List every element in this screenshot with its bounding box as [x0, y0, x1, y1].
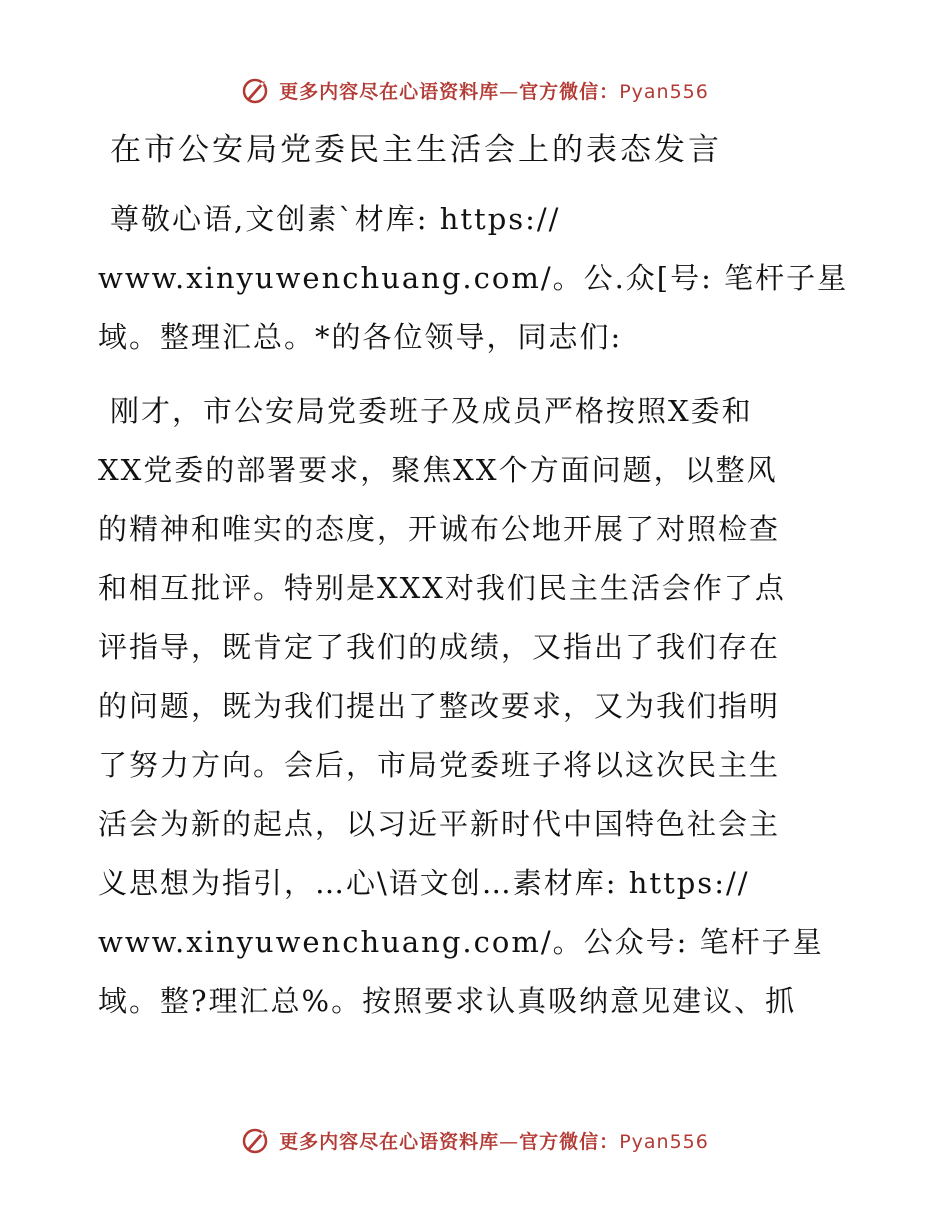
text-line: www.xinyuwenchuang.com/。公.众[号: 笔杆子星: [98, 261, 849, 295]
text-line: 义思想为指引，…心\语文创…素材库: https://: [98, 866, 750, 900]
banner-label: 官方微信：: [519, 80, 620, 103]
text-line: 了努力方向。会后，市局党委班子将以这次民主生: [98, 748, 781, 782]
paragraph-body: [98, 382, 858, 1031]
document-title: 在市公安局党委民主生活会上的表态发言: [110, 132, 722, 168]
header-watermark-banner: [0, 70, 950, 110]
text-line: 的精神和唯实的态度，开诚布公地开展了对照检查: [98, 512, 781, 546]
footer-watermark-banner: [0, 1120, 950, 1160]
text-line: www.xinyuwenchuang.com/。公众号: 笔杆子星: [98, 925, 824, 959]
banner-wechat-id: Pyan556: [619, 1130, 709, 1153]
text-line: 域。整?理汇总%。按照要求认真吸纳意见建议、抓: [98, 984, 797, 1018]
banner-text: [279, 1127, 709, 1154]
text-line: 尊敬心语,文创素`材库: https://: [110, 202, 561, 236]
text-line: XX党委的部署要求，聚焦XX个方面问题，以整风: [98, 453, 778, 487]
pen-nib-logo-icon: [241, 1125, 271, 1155]
text-line: 的问题，既为我们提出了整改要求，又为我们指明: [98, 689, 781, 723]
banner-dash: —: [499, 80, 520, 103]
text-line: 域。整理汇总。*的各位领导，同志们:: [98, 320, 623, 354]
banner-label: 官方微信：: [519, 1130, 620, 1153]
text-line: 活会为新的起点，以习近平新时代中国特色社会主: [98, 807, 781, 841]
banner-wechat-id: Pyan556: [619, 80, 709, 103]
text-line: 刚才，市公安局党委班子及成员严格按照X委和: [110, 394, 753, 428]
pen-nib-logo-icon: [241, 75, 271, 105]
banner-brand-text: 更多内容尽在心语资料库: [279, 1130, 500, 1153]
banner-dash: —: [499, 1130, 520, 1153]
text-line: 评指导，既肯定了我们的成绩，又指出了我们存在: [98, 630, 781, 664]
text-line: 和相互批评。特别是XXX对我们民主生活会作了点: [98, 571, 786, 605]
banner-brand-text: 更多内容尽在心语资料库: [279, 80, 500, 103]
paragraph-salutation: [98, 190, 858, 367]
banner-text: [279, 77, 709, 104]
